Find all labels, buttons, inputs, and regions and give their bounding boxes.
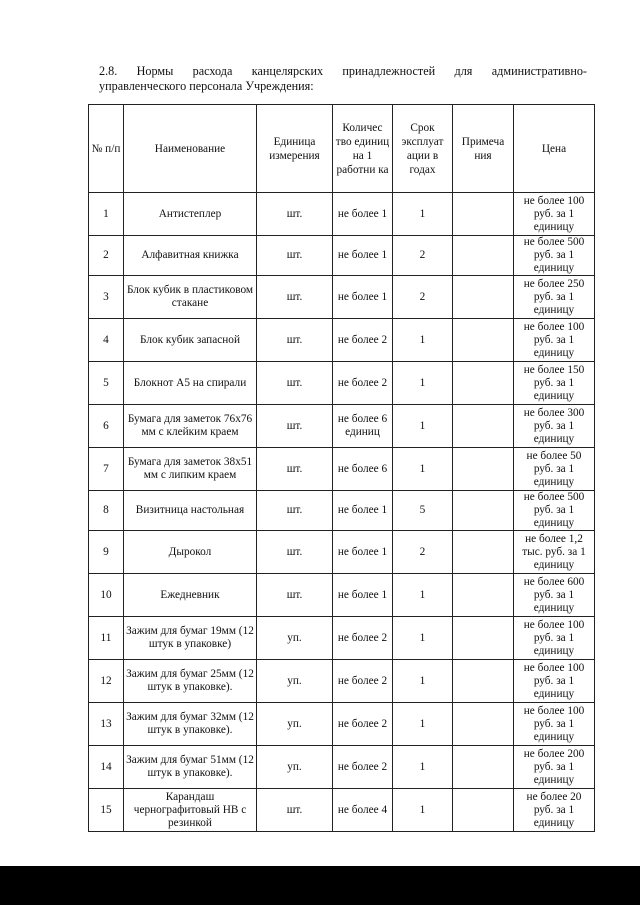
scan-bottom-edge bbox=[0, 866, 640, 905]
cell-unit: шт. bbox=[257, 236, 333, 276]
cell-unit: уп. bbox=[257, 703, 333, 746]
table-row bbox=[89, 362, 595, 405]
cell-term: 5 bbox=[393, 491, 453, 531]
table-row bbox=[89, 448, 595, 491]
cell-qty: не более 1 bbox=[333, 193, 393, 236]
header-term: Срок эксплуат ации в годах bbox=[393, 105, 453, 193]
cell-num: 10 bbox=[89, 574, 124, 617]
table-row bbox=[89, 405, 595, 448]
cell-term: 1 bbox=[393, 193, 453, 236]
cell-unit: шт. bbox=[257, 362, 333, 405]
cell-name: Карандаш чернографитовый НВ с резинкой bbox=[124, 789, 257, 832]
cell-name: Бумага для заметок 76х76 мм с клейким краем bbox=[124, 405, 257, 448]
cell-term: 1 bbox=[393, 362, 453, 405]
header-price: Цена bbox=[514, 105, 595, 193]
table-row bbox=[89, 746, 595, 789]
cell-num: 1 bbox=[89, 193, 124, 236]
cell-note bbox=[453, 491, 514, 531]
cell-qty: не более 4 bbox=[333, 789, 393, 832]
cell-qty: не более 1 bbox=[333, 491, 393, 531]
cell-num: 9 bbox=[89, 531, 124, 574]
cell-name: Зажим для бумаг 25мм (12 штук в упаковке). bbox=[124, 660, 257, 703]
cell-num: 5 bbox=[89, 362, 124, 405]
section-heading-line-2: управленческого персонала Учреждения: bbox=[99, 79, 314, 93]
cell-qty: не более 2 bbox=[333, 362, 393, 405]
cell-unit: шт. bbox=[257, 789, 333, 832]
cell-qty: не более 2 bbox=[333, 319, 393, 362]
cell-term: 1 bbox=[393, 703, 453, 746]
cell-name: Зажим для бумаг 51мм (12 штук в упаковке). bbox=[124, 746, 257, 789]
cell-name: Блок кубик в пластиковом стакане bbox=[124, 276, 257, 319]
cell-note bbox=[453, 236, 514, 276]
stationery-norms-table bbox=[88, 104, 595, 832]
header-note: Примеча ния bbox=[453, 105, 514, 193]
table-row bbox=[89, 617, 595, 660]
cell-name: Антистеплер bbox=[124, 193, 257, 236]
cell-price: не более 500 руб. за 1 единицу bbox=[514, 236, 595, 276]
table-row bbox=[89, 236, 595, 276]
header-unit: Единица измерения bbox=[257, 105, 333, 193]
cell-qty: не более 1 bbox=[333, 276, 393, 319]
cell-price: не более 100 руб. за 1 единицу bbox=[514, 193, 595, 236]
cell-term: 1 bbox=[393, 617, 453, 660]
cell-price: не более 1,2 тыс. руб. за 1 единицу bbox=[514, 531, 595, 574]
cell-note bbox=[453, 405, 514, 448]
cell-term: 2 bbox=[393, 276, 453, 319]
cell-qty: не более 2 bbox=[333, 617, 393, 660]
cell-price: не более 600 руб. за 1 единицу bbox=[514, 574, 595, 617]
cell-term: 1 bbox=[393, 660, 453, 703]
cell-note bbox=[453, 617, 514, 660]
cell-price: не более 500 руб. за 1 единицу bbox=[514, 491, 595, 531]
cell-name: Дырокол bbox=[124, 531, 257, 574]
cell-name: Бумага для заметок 38х51 мм с липким краем bbox=[124, 448, 257, 491]
cell-name: Зажим для бумаг 19мм (12 штук в упаковке) bbox=[124, 617, 257, 660]
table-header-row bbox=[89, 105, 595, 193]
cell-unit: шт. bbox=[257, 319, 333, 362]
cell-num: 12 bbox=[89, 660, 124, 703]
table-row bbox=[89, 276, 595, 319]
cell-num: 7 bbox=[89, 448, 124, 491]
cell-note bbox=[453, 746, 514, 789]
cell-unit: шт. bbox=[257, 276, 333, 319]
cell-unit: уп. bbox=[257, 660, 333, 703]
table-row bbox=[89, 319, 595, 362]
cell-num: 6 bbox=[89, 405, 124, 448]
cell-name: Блок кубик запасной bbox=[124, 319, 257, 362]
cell-qty: не более 2 bbox=[333, 660, 393, 703]
cell-price: не более 250 руб. за 1 единицу bbox=[514, 276, 595, 319]
header-num: № п/п bbox=[89, 105, 124, 193]
table-row bbox=[89, 789, 595, 832]
cell-name: Алфавитная книжка bbox=[124, 236, 257, 276]
cell-term: 1 bbox=[393, 789, 453, 832]
cell-note bbox=[453, 319, 514, 362]
cell-unit: шт. bbox=[257, 574, 333, 617]
cell-term: 1 bbox=[393, 405, 453, 448]
cell-note bbox=[453, 276, 514, 319]
cell-name: Зажим для бумаг 32мм (12 штук в упаковке). bbox=[124, 703, 257, 746]
cell-name: Ежедневник bbox=[124, 574, 257, 617]
cell-price: не более 300 руб. за 1 единицу bbox=[514, 405, 595, 448]
section-heading bbox=[99, 64, 587, 94]
cell-qty: не более 1 bbox=[333, 236, 393, 276]
cell-note bbox=[453, 362, 514, 405]
cell-price: не более 150 руб. за 1 единицу bbox=[514, 362, 595, 405]
cell-note bbox=[453, 703, 514, 746]
cell-note bbox=[453, 531, 514, 574]
cell-num: 13 bbox=[89, 703, 124, 746]
cell-name: Визитница настольная bbox=[124, 491, 257, 531]
header-name: Наименование bbox=[124, 105, 257, 193]
cell-price: не более 50 руб. за 1 единицу bbox=[514, 448, 595, 491]
cell-unit: уп. bbox=[257, 746, 333, 789]
cell-num: 14 bbox=[89, 746, 124, 789]
cell-term: 1 bbox=[393, 574, 453, 617]
cell-note bbox=[453, 660, 514, 703]
cell-price: не более 200 руб. за 1 единицу bbox=[514, 746, 595, 789]
cell-num: 2 bbox=[89, 236, 124, 276]
cell-qty: не более 2 bbox=[333, 746, 393, 789]
cell-term: 1 bbox=[393, 746, 453, 789]
header-qty: Количес тво единиц на 1 работни ка bbox=[333, 105, 393, 193]
table-row bbox=[89, 574, 595, 617]
cell-qty: не более 1 bbox=[333, 574, 393, 617]
cell-term: 2 bbox=[393, 531, 453, 574]
section-heading-line-1: 2.8. Нормы расхода канцелярских принадлежностей для административно- bbox=[99, 64, 587, 78]
table-row bbox=[89, 703, 595, 746]
cell-note bbox=[453, 448, 514, 491]
cell-num: 3 bbox=[89, 276, 124, 319]
cell-unit: шт. bbox=[257, 448, 333, 491]
cell-qty: не более 6 bbox=[333, 448, 393, 491]
table-row bbox=[89, 660, 595, 703]
cell-unit: шт. bbox=[257, 491, 333, 531]
cell-num: 8 bbox=[89, 491, 124, 531]
cell-qty: не более 6 единиц bbox=[333, 405, 393, 448]
cell-qty: не более 1 bbox=[333, 531, 393, 574]
cell-note bbox=[453, 789, 514, 832]
cell-note bbox=[453, 574, 514, 617]
cell-term: 2 bbox=[393, 236, 453, 276]
cell-term: 1 bbox=[393, 448, 453, 491]
cell-price: не более 100 руб. за 1 единицу bbox=[514, 319, 595, 362]
cell-name: Блокнот А5 на спирали bbox=[124, 362, 257, 405]
cell-num: 11 bbox=[89, 617, 124, 660]
cell-term: 1 bbox=[393, 319, 453, 362]
cell-unit: шт. bbox=[257, 405, 333, 448]
cell-note bbox=[453, 193, 514, 236]
cell-num: 15 bbox=[89, 789, 124, 832]
cell-price: не более 100 руб. за 1 единицу bbox=[514, 617, 595, 660]
cell-unit: уп. bbox=[257, 617, 333, 660]
cell-num: 4 bbox=[89, 319, 124, 362]
cell-qty: не более 2 bbox=[333, 703, 393, 746]
cell-price: не более 20 руб. за 1 единицу bbox=[514, 789, 595, 832]
table-row bbox=[89, 193, 595, 236]
table-row bbox=[89, 491, 595, 531]
cell-unit: шт. bbox=[257, 531, 333, 574]
cell-unit: шт. bbox=[257, 193, 333, 236]
table-row bbox=[89, 531, 595, 574]
cell-price: не более 100 руб. за 1 единицу bbox=[514, 703, 595, 746]
cell-price: не более 100 руб. за 1 единицу bbox=[514, 660, 595, 703]
